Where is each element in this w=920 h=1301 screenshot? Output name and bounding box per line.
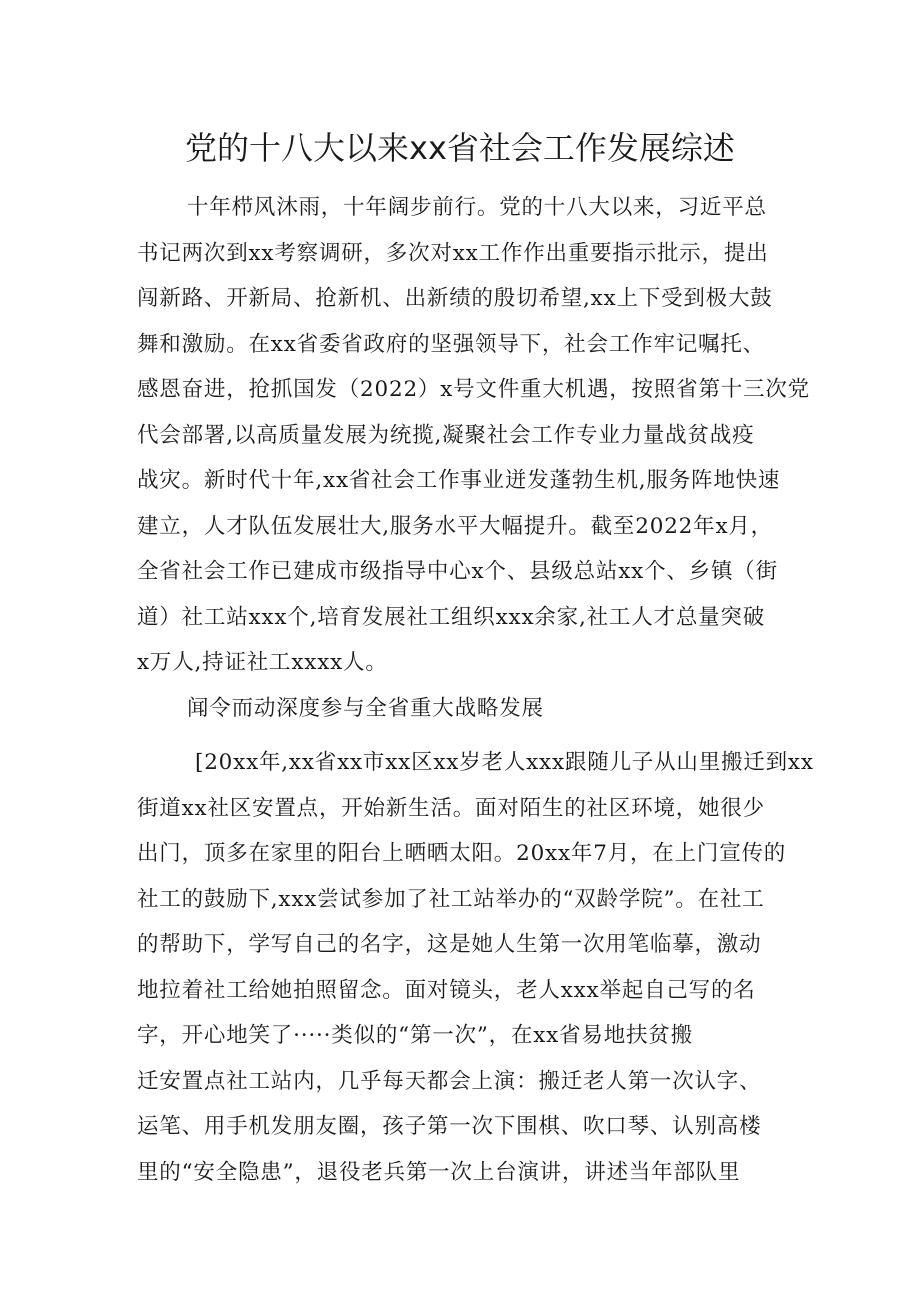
intro-line: 书记两次到xx考察调研，多次对xx工作作出重要指示批示，提出 [137,240,769,266]
story-paragraph [137,740,814,1195]
intro-line: 建立，人才队伍发展壮大,服务水平大幅提升。截至2022年x月， [137,513,773,539]
story-line: 字，开心地笑了·····类似的“第一次”，在xx省易地扶贫搬 [137,1023,693,1048]
story-line: 迁安置点社工站内，几乎每天都会上演：搬迁老人第一次认字、 [137,1068,762,1094]
story-line: 的帮助下，学写自己的名字，这是她人生第一次用笔临摹，激动 [137,932,762,957]
story-line: [20xx年,xx省xx市xx区xx岁老人xxx跟随儿子从山里搬迁到xx [195,750,814,775]
story-line: 出门，顶多在家里的阳台上晒晒太阳。20xx年7月，在上门宣传的 [137,841,787,866]
intro-line: 全省社会工作已建成市级指导中心x个、县级总站xx个、乡镇（街 [137,559,778,584]
story-line: 地拉着社工给她拍照留念。面对镜头，老人xxx举起自己写的名 [137,977,756,1003]
story-line: 社工的鼓励下,xxx尝试参加了社工站举办的“双龄学院”。在社工 [137,886,765,912]
intro-line: x万人,持证社工xxxx人。 [137,650,388,675]
story-line: 里的“安全隐患”，退役老兵第一次上台演讲，讲述当年部队里 [137,1159,741,1185]
intro-line: 十年栉风沐雨，十年阔步前行。党的十八大以来，习近平总 [187,195,767,220]
intro-line: 代会部署,以高质量发展为统揽,凝聚社会工作专业力量战贫战疫 [137,422,755,448]
intro-line: 道）社工站xxx个,培育发展社工组织xxx余家,社工人才总量突破 [137,604,766,630]
document-title: 党的十八大以来xx省社会工作发展综述 [185,129,735,167]
intro-line: 战灾。新时代十年,xx省社会工作事业迸发蓬勃生机,服务阵地快速 [137,468,781,493]
section-heading: 闻令而动深度参与全省重大战略发展 [187,696,544,721]
story-line: 街道xx社区安置点，开始新生活。面对陌生的社区环境，她很少 [137,795,765,821]
intro-paragraph [137,185,810,686]
intro-line: 感恩奋进，抢抓国发（2022）x号文件重大机遇，按照省第十三次党 [137,377,810,402]
intro-line: 闯新路、开新局、抢新机、出新绩的殷切希望,xx上下受到极大鼓 [137,286,773,311]
story-line: 运笔、用手机发朋友圈，孩子第一次下围棋、吹口琴、认别高楼 [137,1114,762,1139]
intro-line: 舞和激励。在xx省委省政府的坚强领导下，社会工作牢记嘱托、 [137,331,765,357]
